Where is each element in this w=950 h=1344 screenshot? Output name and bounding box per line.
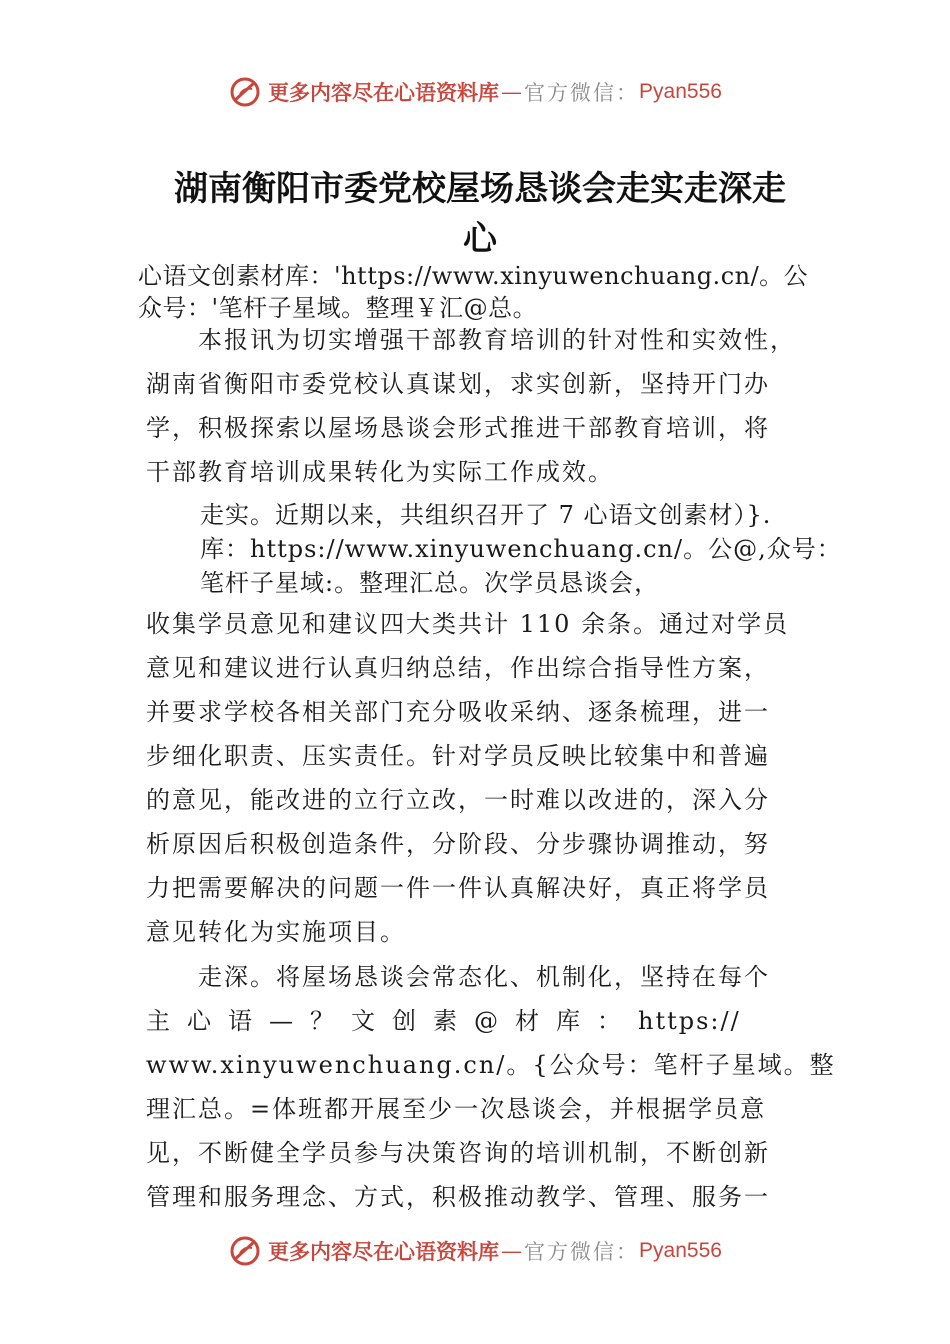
text-line: 见，不断健全学员参与决策咨询的培训机制，不断创新 [146, 1139, 770, 1167]
banner-wechat-id: Pyan556 [639, 1239, 722, 1262]
banner-red-text: 更多内容尽在心语资料库 [268, 80, 500, 105]
brand-logo-icon [228, 75, 262, 109]
title-line-1: 湖南衡阳市委党校屋场恳谈会走实走深走 [174, 169, 786, 209]
text-line: 的意见，能改进的立行立改，一时难以改进的，深入分 [146, 786, 770, 814]
text-line: 本报讯为切实增强干部教育培训的针对性和实效性， [146, 326, 796, 354]
text-line: www.xinyuwenchuang.cn/。{公众号：笔杆子星域。整 [146, 1051, 836, 1079]
banner-red-text: 更多内容尽在心语资料库 [268, 1239, 500, 1264]
spread-text: 主心语—？文创素@材库： [146, 1007, 638, 1035]
banner-dash: — [501, 80, 523, 104]
banner-wechat-label: 官方微信： [524, 1240, 640, 1264]
source-note-line: 心语文创素材库：'https://www.xinyuwenchuang.cn/。公 [138, 262, 809, 290]
text-line: 管理和服务理念、方式，积极推动教学、管理、服务一 [146, 1183, 770, 1211]
text-line: 收集学员意见和建议四大类共计 110 余条。通过对学员 [146, 610, 790, 638]
text-line: 并要求学校各相关部门充分吸收采纳、逐条梳理，进一 [146, 698, 770, 726]
paragraph-feedback [146, 602, 789, 954]
text-line: 析原因后积极创造条件，分阶段、分步骤协调推动，努 [146, 830, 770, 858]
text-line: 理汇总。=体班都开展至少一次恳谈会，并根据学员意 [146, 1095, 767, 1123]
banner-wechat-id: Pyan556 [639, 80, 722, 103]
text-line: 库：https://www.xinyuwenchuang.cn/。公@,众号： [200, 535, 842, 563]
url-fragment: https:// [638, 1007, 741, 1035]
banner-dash: — [501, 1239, 523, 1263]
text-line: 湖南省衡阳市委党校认真谋划，求实创新，坚持开门办 [146, 370, 770, 398]
text-line: 学，积极探索以屋场恳谈会形式推进干部教育培训，将 [146, 414, 770, 442]
document-title [140, 164, 820, 264]
text-line: 笔杆子星域:。整理汇总。次学员恳谈会， [200, 569, 660, 597]
paragraph-intro [146, 318, 796, 494]
text-line: 意见和建议进行认真归纳总结，作出综合指导性方案， [146, 654, 770, 682]
text-line: 干部教育培训成果转化为实际工作成效。 [146, 458, 614, 486]
paragraph-zoushi [200, 498, 842, 600]
text-line: 意见转化为实施项目。 [146, 918, 406, 946]
text-line: 步细化职责、压实责任。针对学员反映比较集中和普遍 [146, 742, 770, 770]
header-banner [0, 72, 950, 112]
footer-banner [0, 1231, 950, 1271]
banner-wechat-label: 官方微信： [524, 81, 640, 105]
text-line: 走实。近期以来，共组织召开了 7 心语文创素材）}. [200, 501, 772, 529]
source-note-line: 众号：'笔杆子星域。整理￥汇@总。 [138, 294, 538, 322]
text-line: 走深。将屋场恳谈会常态化、机制化，坚持在每个 [146, 963, 770, 991]
text-line: 力把需要解决的问题一件一件认真解决好，真正将学员 [146, 874, 770, 902]
title-line-2: 心 [463, 219, 497, 259]
brand-logo-icon [228, 1234, 262, 1268]
paragraph-zoushen [146, 955, 836, 1219]
text-line-spread [146, 999, 836, 1043]
source-note [138, 260, 808, 324]
